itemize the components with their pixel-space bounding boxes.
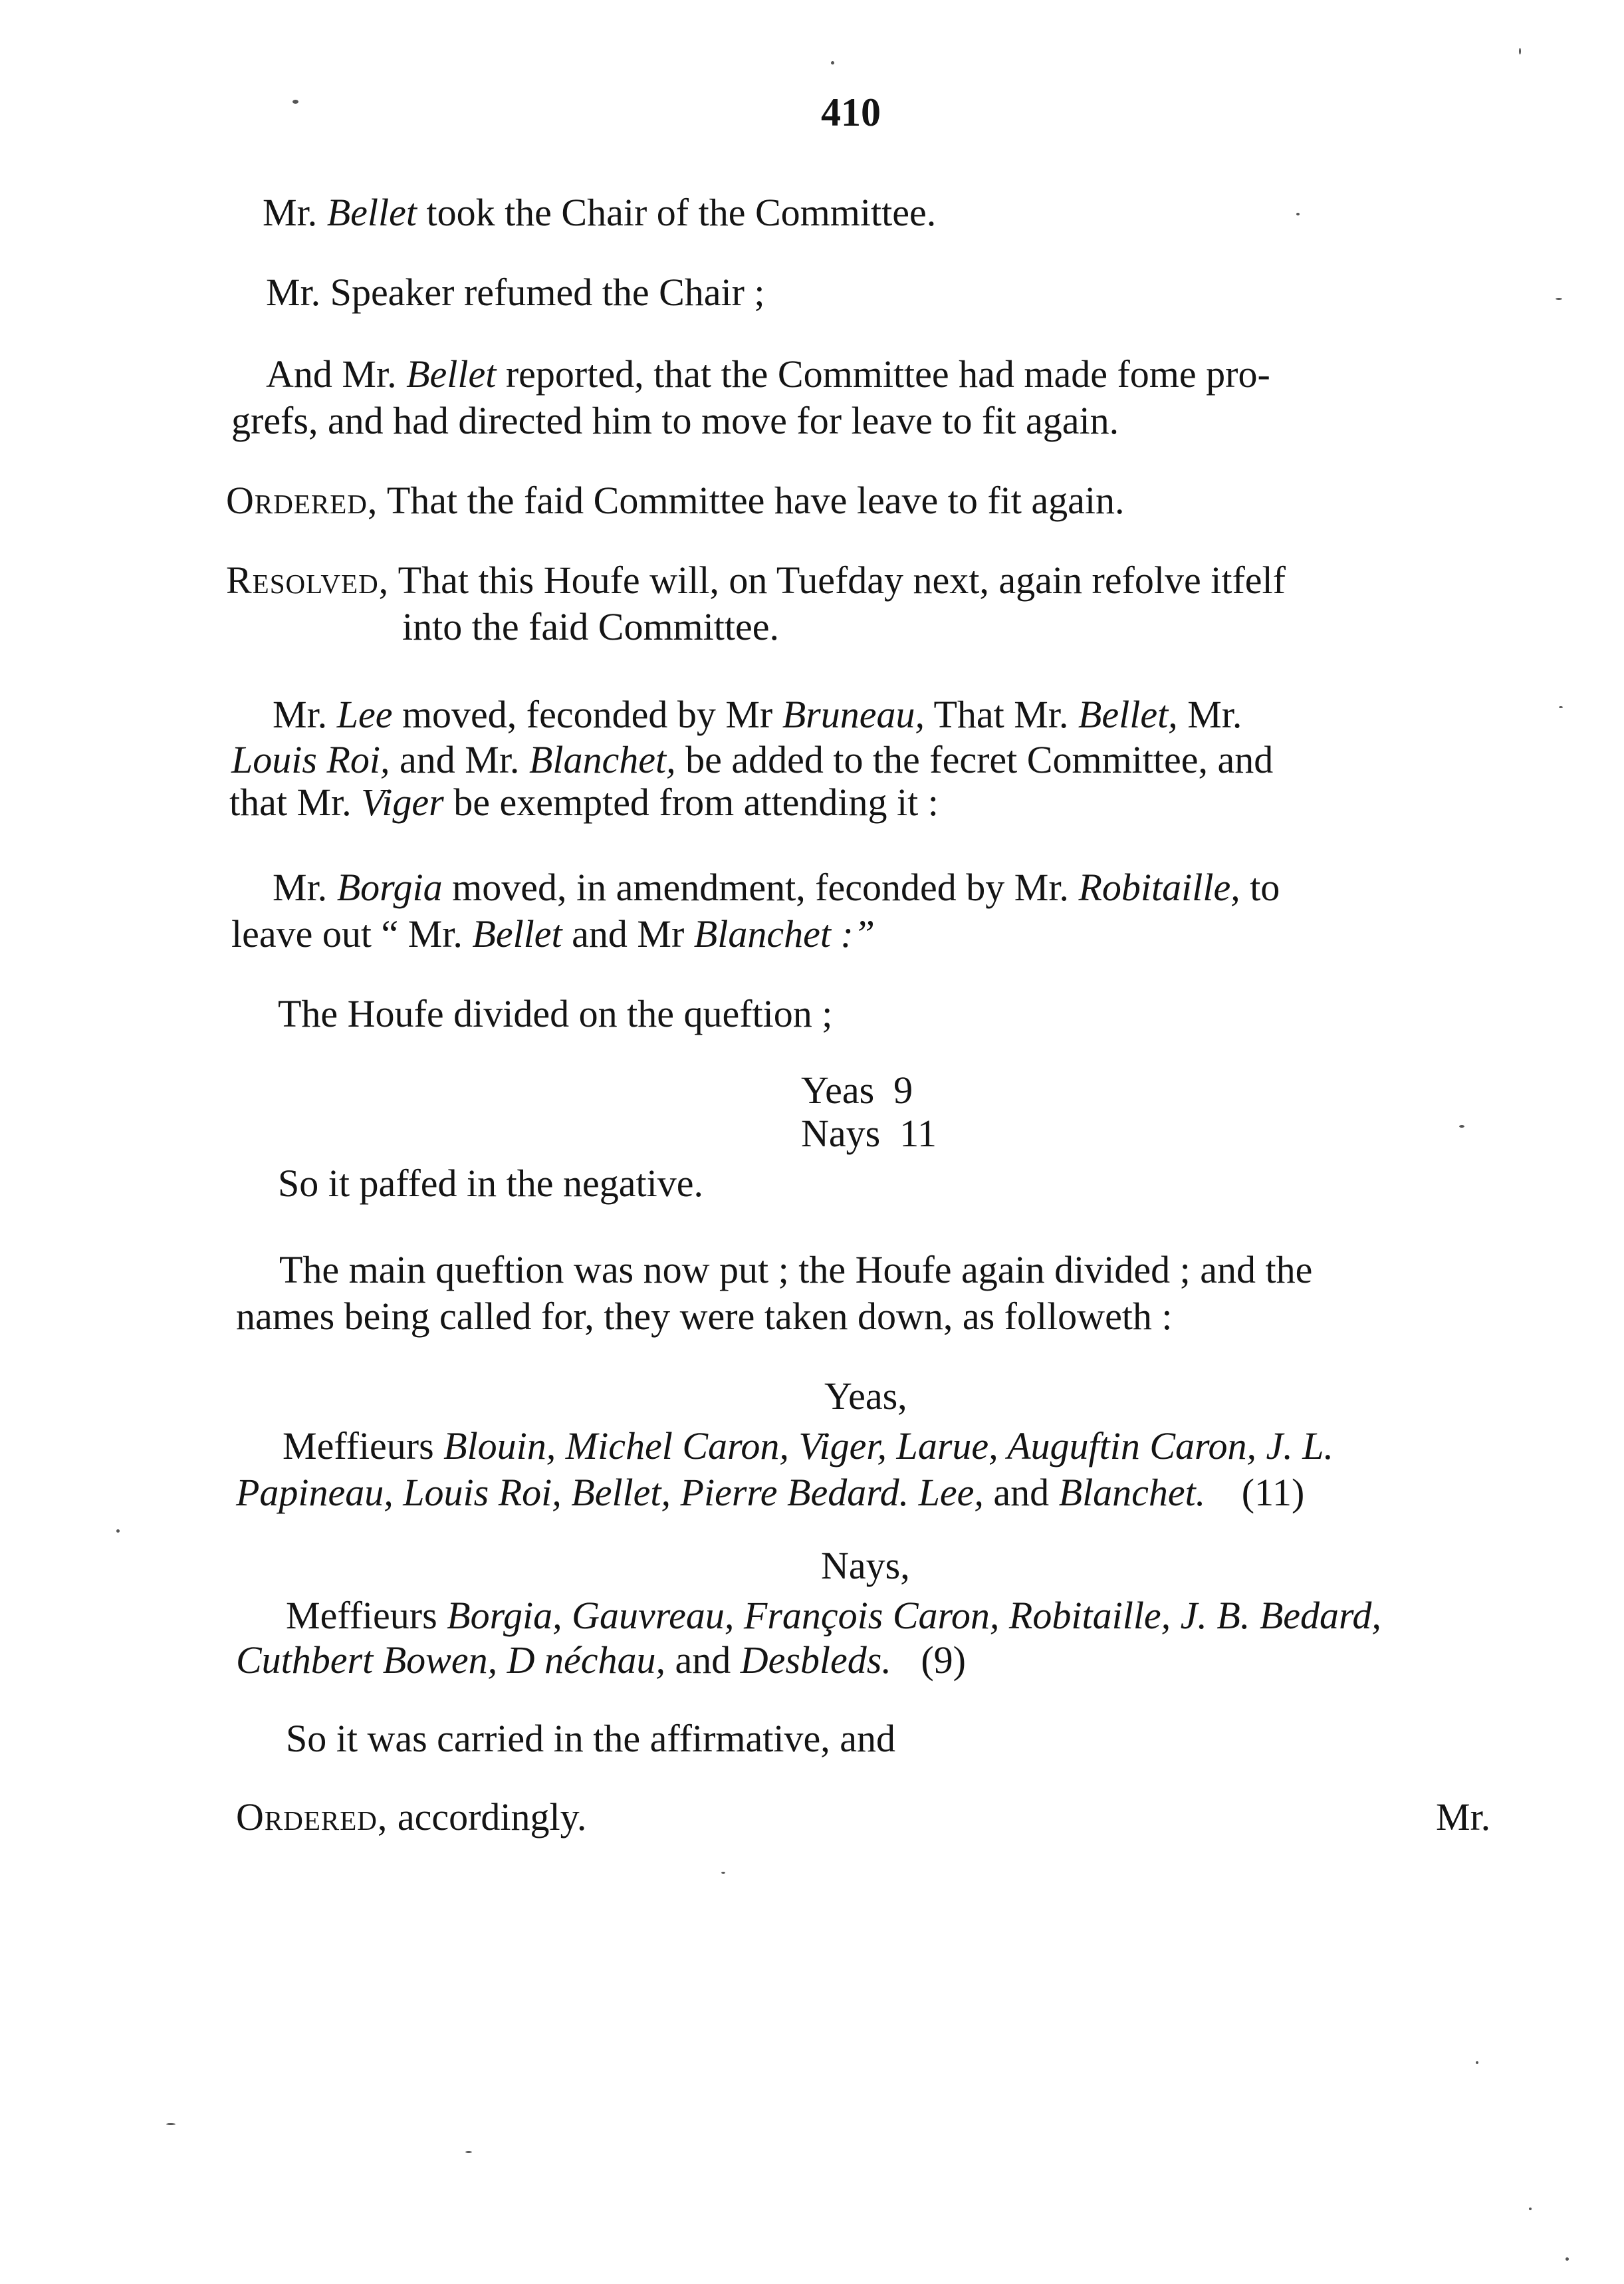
scan-speck <box>166 2123 175 2125</box>
nays-names-line-2: Cuthbert Bowen, D néchau, and Desbleds. (9) <box>236 1638 966 1682</box>
paragraph-resolved-line-1: Resolved, That this Houfe will, on Tuefday next, again refolve itfelf <box>226 559 1286 602</box>
paragraph-borgia-amendment-line-1: Mr. Borgia moved, in amendment, feconded by Mr. Robitaille, to <box>273 866 1280 909</box>
scan-speck <box>1566 2257 1569 2261</box>
page-number: 410 <box>821 90 881 134</box>
paragraph-borgia-amendment-line-2: leave out “ Mr. Bellet and Mr Blanchet :” <box>231 912 875 955</box>
scan-speck <box>1559 706 1563 708</box>
paragraph-negative: So it paffed in the negative. <box>278 1162 703 1205</box>
ordered-label: Ordered, <box>226 479 378 522</box>
scan-speck <box>292 100 298 104</box>
scan-speck <box>721 1872 725 1874</box>
catchword: Mr. <box>1436 1795 1491 1839</box>
paragraph-house-divided: The Houfe divided on the queftion ; <box>278 992 833 1035</box>
paragraph-ordered-accordingly: Ordered, accordingly. <box>236 1795 587 1839</box>
paragraph-main-question-line-2: names being called for, they were taken down, as followeth : <box>236 1295 1173 1338</box>
scan-speck <box>1529 2208 1532 2210</box>
paragraph-report-line-1: And Mr. Bellet reported, that the Committee had made fome pro- <box>266 352 1270 396</box>
paragraph-ordered: Ordered, That the faid Committee have leave to fit again. <box>226 479 1125 522</box>
paragraph-affirmative: So it was carried in the affirmative, and <box>286 1717 895 1760</box>
paragraph-resolved-line-2: into the faid Committee. <box>402 605 780 648</box>
yeas-names-line-2: Papineau, Louis Roi, Bellet, Pierre Bedard. Lee, and Blanchet. (11) <box>236 1471 1305 1514</box>
yeas-names-line-1: Meffieurs Blouin, Michel Caron, Viger, Larue, Auguftin Caron, J. L. <box>283 1424 1334 1467</box>
scan-speck <box>1556 298 1562 300</box>
nays-heading: Nays, <box>821 1544 910 1587</box>
resolved-label: Resolved, <box>226 559 390 602</box>
scan-speck <box>1459 1125 1464 1128</box>
paragraph-main-question-line-1: The main queftion was now put ; the Houfe again divided ; and the <box>279 1248 1313 1291</box>
vote-yeas-count: Yeas 9 <box>801 1069 913 1112</box>
vote-nays-count: Nays 11 <box>801 1112 937 1155</box>
paragraph-speaker: Mr. Speaker refumed the Chair ; <box>266 271 765 314</box>
scan-speck <box>116 1529 120 1533</box>
name-bellet: Bellet <box>326 191 417 234</box>
nays-names-line-1: Meffieurs Borgia, Gauvreau, François Caron, Robitaille, J. B. Bedard, <box>286 1594 1381 1637</box>
paragraph-lee-motion-line-1: Mr. Lee moved, feconded by Mr Bruneau, That Mr. Bellet, Mr. <box>273 693 1242 736</box>
scan-speck <box>1476 2061 1478 2064</box>
scan-speck <box>1519 48 1521 55</box>
yeas-heading: Yeas, <box>824 1374 907 1418</box>
scan-speck <box>831 61 834 64</box>
paragraph-bellet-chair: Mr. Bellet took the Chair of the Committee. <box>263 191 937 234</box>
paragraph-lee-motion-line-2: Louis Roi, and Mr. Blanchet, be added to the fecret Committee, and <box>231 738 1274 781</box>
paragraph-report-line-2: grefs, and had directed him to move for leave to fit again. <box>231 399 1119 442</box>
scan-speck <box>465 2151 472 2153</box>
paragraph-lee-motion-line-3: that Mr. Viger be exempted from attending it : <box>229 781 939 824</box>
scan-speck <box>1296 213 1300 215</box>
